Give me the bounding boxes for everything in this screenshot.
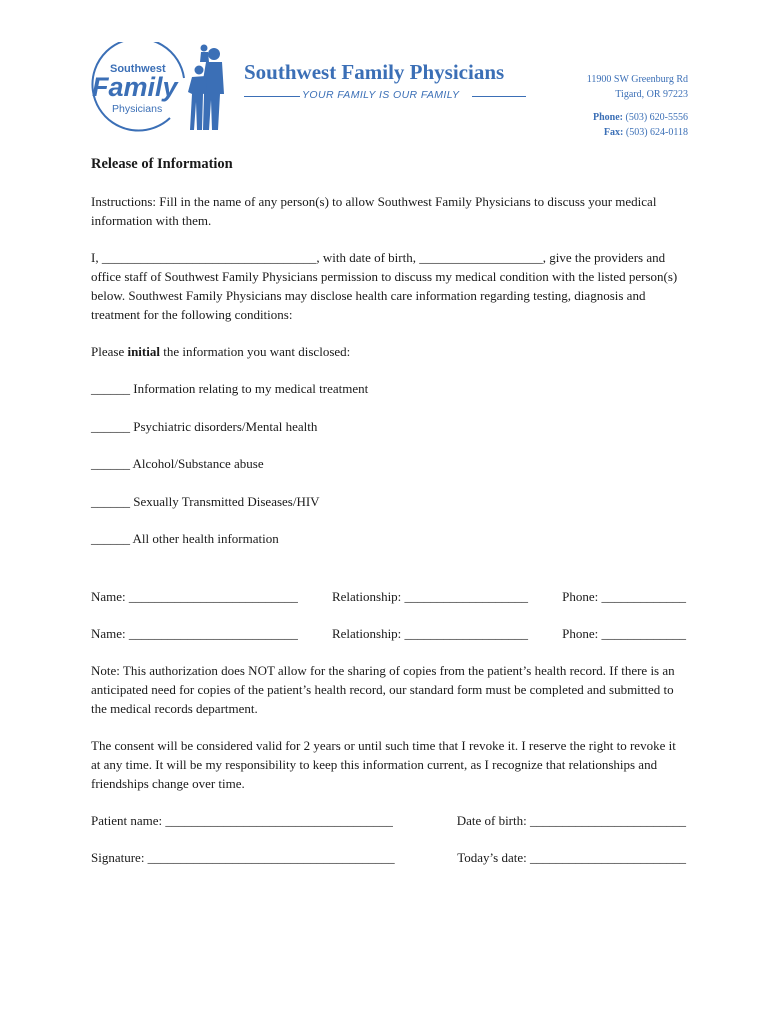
validity-paragraph: The consent will be considered valid for 2 years or until such time that I revoke it. I reserve the right to revoke it at any time. It will be my responsibility to keep this information current, as I recognize that relationships and friendships change over time. — [91, 737, 676, 791]
fax-line — [587, 125, 688, 140]
note-paragraph: Note: This authorization does NOT allow for the sharing of copies from the patient’s health record. If there is an anticipated need for copies of the patient’s health record, our standard form must be completed and submitted to the medical records department. — [91, 662, 675, 716]
tagline — [244, 89, 534, 103]
tagline-rule-right — [472, 96, 526, 97]
contact-phone-field[interactable]: Phone: _____________ — [562, 625, 686, 641]
disclosure-item-other[interactable]: ______ All other health information — [91, 531, 279, 546]
disclosure-item-medical-treatment[interactable]: ______ Information relating to my medical treatment — [91, 381, 369, 396]
tagline-text: YOUR FAMILY IS OUR FAMILY — [302, 89, 460, 101]
contact-info — [587, 72, 688, 140]
contact-row-1 — [91, 587, 686, 606]
tagline-rule-left — [244, 96, 300, 97]
consent-paragraph: I, _________________________________, with date of birth, ___________________, give the providers and office staff of Southwest Family Physicians permission to discuss my medical condition with the listed person(s) below. Southwest Family Physicians may disclose health care information regarding testing, diagnosis and treatment for the following conditions: — [91, 250, 678, 322]
contact-relationship-field[interactable]: Relationship: ___________________ — [331, 625, 529, 641]
date-of-birth-field[interactable]: Date of birth: ________________________ — [456, 812, 686, 828]
contact-relationship-field[interactable]: Relationship: ___________________ — [331, 588, 529, 604]
initial-emphasis: initial — [127, 344, 160, 359]
letterhead — [88, 38, 688, 148]
initial-suffix: the information you want disclosed: — [159, 344, 351, 359]
brand-block — [244, 60, 534, 103]
fax-value: (503) 624-0118 — [625, 127, 688, 138]
phone-line — [587, 110, 688, 125]
disclosure-item-substance-abuse[interactable]: ______ Alcohol/Substance abuse — [91, 456, 264, 471]
address-line-2: Tigard, OR 97223 — [615, 89, 688, 100]
practice-name: Southwest Family Physicians — [244, 60, 505, 84]
contact-name-field[interactable]: Name: __________________________ — [91, 588, 298, 604]
contact-name-field[interactable]: Name: __________________________ — [91, 625, 298, 641]
signature-row — [91, 848, 686, 867]
address-line-1: 11900 SW Greenburg Rd — [586, 74, 688, 85]
disclosure-item-psychiatric[interactable]: ______ Psychiatric disorders/Mental health — [91, 418, 318, 434]
contact-row-2 — [91, 624, 686, 643]
patient-name-field[interactable]: Patient name: ___________________________________ — [91, 812, 393, 828]
logo-word-physicians: Physicians — [112, 103, 163, 115]
instructions: Instructions: Fill in the name of any person(s) to allow Southwest Family Physicians to discuss your medical information with them. — [91, 194, 657, 228]
release-form — [91, 155, 686, 885]
phone-label: Phone: — [593, 112, 623, 123]
family-figures-icon — [88, 42, 238, 138]
initial-prompt — [91, 342, 686, 361]
logo-word-family: Family — [92, 72, 178, 102]
todays-date-field[interactable]: Today’s date: ________________________ — [457, 849, 686, 865]
fax-label: Fax: — [603, 127, 624, 138]
logo-word-southwest: Southwest — [110, 63, 166, 75]
disclosure-item-std-hiv[interactable]: ______ Sexually Transmitted Diseases/HIV — [91, 493, 320, 509]
initial-prefix: Please — [91, 344, 128, 359]
family-silhouette — [188, 45, 224, 131]
signature-field[interactable]: Signature: ______________________________________ — [91, 849, 395, 865]
contact-phone-field[interactable]: Phone: _____________ — [562, 588, 686, 604]
form-title: Release of Information — [91, 156, 233, 172]
patient-row — [91, 811, 686, 830]
phone-value: (503) 620-5556 — [625, 112, 688, 123]
